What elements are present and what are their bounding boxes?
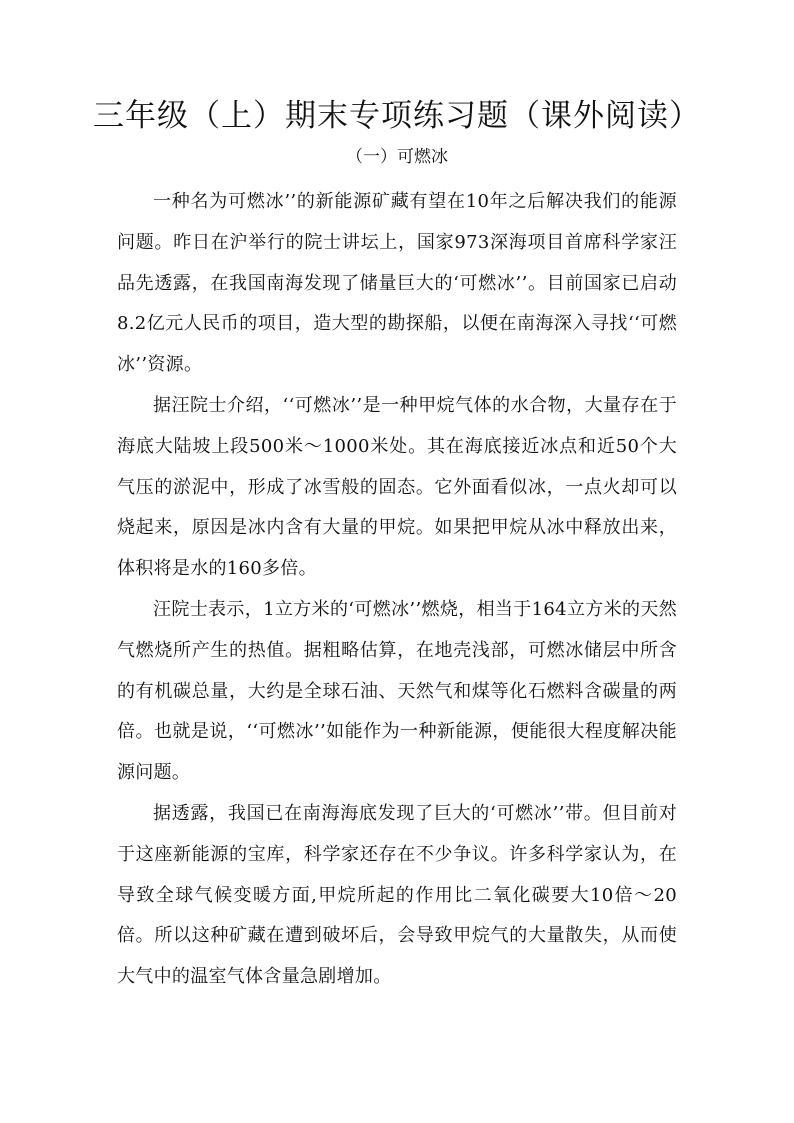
section-title: （一）可燃冰 <box>346 147 448 167</box>
paragraph-3: 汪院士表示，1立方米的‘可燃冰’’燃烧，相当于164立方米的天然气燃烧所产生的热值。据粗略估算，在地壳浅部，可燃冰储层中所含的有机碳总量，大约是全球石油、天然气和煤等化石燃料含碳量的两倍。也就是说，‘‘可燃冰’’如能作为一种新能源，便能很大程度解决能源问题。 <box>117 598 677 784</box>
paragraph-2: 据汪院士介绍，‘‘可燃冰’’是一种甲烷气体的水合物，大量存在于海底大陆坡上段500米～1000米处。其在海底接近冰点和近50个大气压的淤泥中，形成了冰雪般的固态。它外面看似冰，一点火却可以烧起来，原因是冰内含有大量的甲烷。如果把甲烷从冰中释放出来，体积将是水的160多倍。 <box>117 394 677 580</box>
paragraph-1: 一种名为可燃冰’’的新能源矿藏有望在10年之后解决我们的能源问题。昨日在沪举行的院士讲坛上，国家973深海项目首席科学家汪品先透露，在我国南海发现了储量巨大的‘可燃冰’’。目前国家已启动8.2亿元人民币的项目，造大型的勘探船，以便在南海深入寻找‘‘可燃冰’’资源。 <box>117 191 677 376</box>
page-title: 三年级（上）期末专项练习题（课外阅读） <box>93 98 701 134</box>
paragraph-4: 据透露，我国已在南海海底发现了巨大的‘可燃冰’’带。但目前对于这座新能源的宝库，科学家还存在不少争议。许多科学家认为，在导致全球气候变暖方面,甲烷所起的作用比二氧化碳要大10倍～20倍。所以这种矿藏在遭到破坏后，会导致甲烷气的大量散失，从而使大气中的温室气体含量急剧增加。 <box>117 802 677 988</box>
article-body <box>117 182 677 998</box>
